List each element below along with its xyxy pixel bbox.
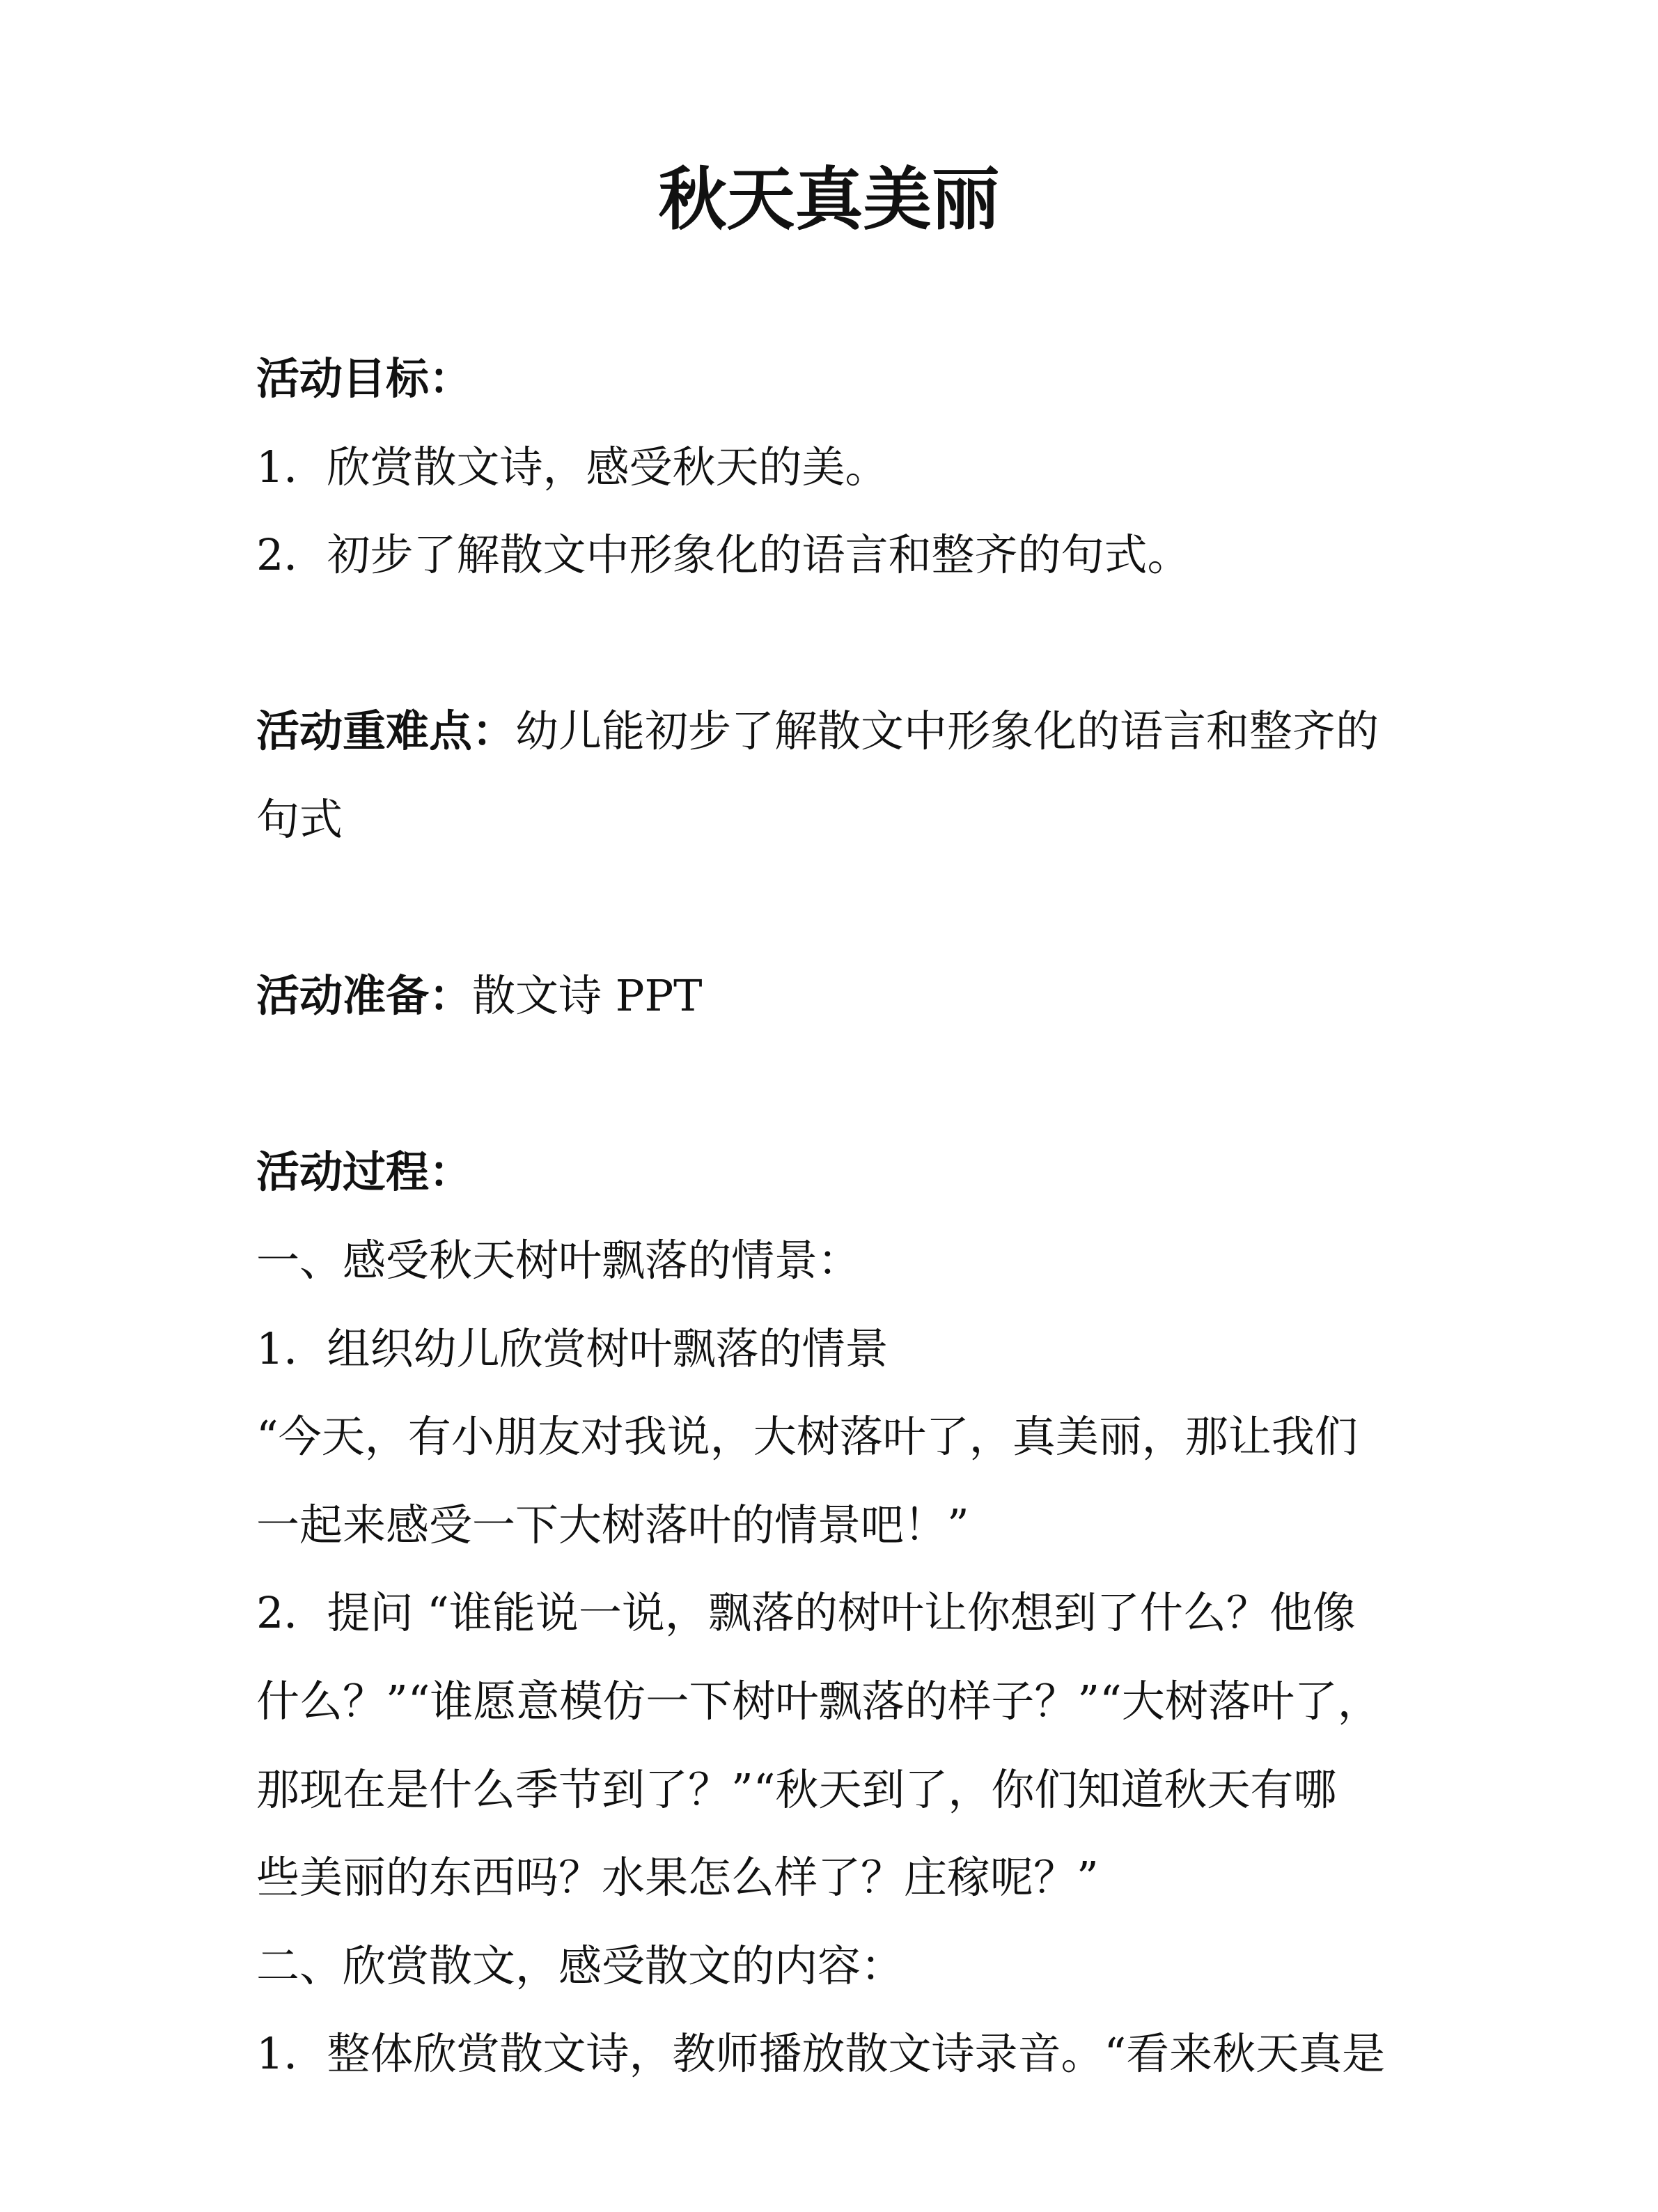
process-line: 1．组织幼儿欣赏树叶飘落的情景: [256, 1323, 889, 1374]
preparation-heading: 活动准备：: [256, 970, 473, 1022]
process-line: 二、欣赏散文，感受散文的内容：: [256, 1940, 905, 1991]
process-line: 1．整体欣赏散文诗，教师播放散文诗录音。“看来秋天真是: [256, 2028, 1386, 2080]
key-points-line: [256, 687, 1433, 776]
preparation-text: 散文诗 PPT: [472, 970, 703, 1022]
document-body: [256, 335, 1433, 2098]
process-line: 些美丽的东西吗？水果怎么样了？庄稼呢？”: [256, 1852, 1099, 1903]
goal-item: 2．初步了解散文中形象化的语言和整齐的句式。: [256, 529, 1191, 581]
process-line: 一、感受秋天树叶飘落的情景：: [256, 1234, 861, 1286]
key-points-heading: 活动重难点：: [256, 706, 516, 757]
process-heading: 活动过程：: [256, 1146, 473, 1198]
goal-item: 1．欣赏散文诗，感受秋天的美。: [256, 441, 889, 492]
goals-heading: 活动目标：: [256, 353, 473, 404]
blank-line: [256, 1041, 1433, 1129]
process-line: “今天，有小朋友对我说，大树落叶了，真美丽，那让我们: [256, 1411, 1358, 1463]
key-points-text: 幼儿能初步了解散文中形象化的语言和整齐的: [515, 706, 1379, 757]
process-line: 那现在是什么季节到了？”“秋天到了，你们知道秋天有哪: [256, 1763, 1337, 1815]
preparation-line: [256, 952, 1433, 1041]
document-title: 秋天真美丽: [658, 159, 1000, 240]
process-line: 2．提问 “谁能说一说，飘落的树叶让你想到了什么？他像: [256, 1587, 1356, 1639]
blank-line: [256, 864, 1433, 953]
key-points-text-cont: 句式: [256, 793, 343, 845]
blank-line: [256, 600, 1433, 688]
process-line: 什么？”“谁愿意模仿一下树叶飘落的样子？”“大树落叶了，: [256, 1675, 1381, 1727]
process-line: 一起来感受一下大树落叶的情景吧！”: [256, 1499, 969, 1550]
